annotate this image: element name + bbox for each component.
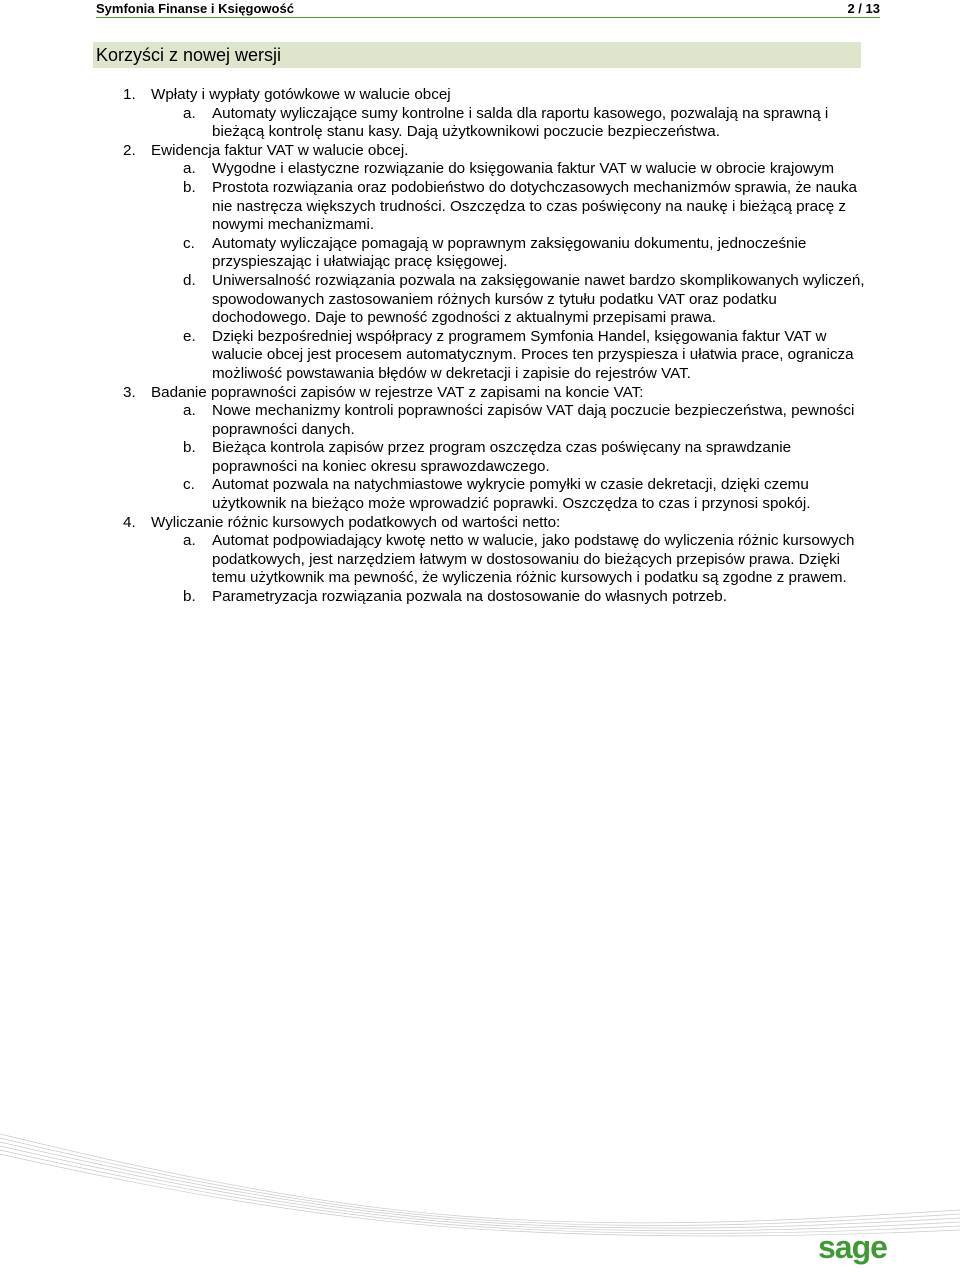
list-item: [96, 514, 866, 533]
sub-item-letter: a.: [183, 532, 196, 550]
sub-item-text: Parametryzacja rozwiązania pozwala na dostosowanie do własnych potrzeb.: [212, 588, 727, 606]
sub-list-item: [96, 439, 866, 476]
sub-list-item: [96, 105, 866, 142]
sub-item-letter: a.: [183, 402, 196, 420]
sub-list-item: [96, 402, 866, 439]
sub-item-text: Bieżąca kontrola zapisów przez program oszczędza czas poświęcany na sprawdzanie poprawności na koniec okresu sprawozdawczego.: [212, 439, 792, 475]
sub-item-letter: a.: [183, 160, 196, 178]
sub-list-item: [96, 235, 866, 272]
list-item: [96, 86, 866, 105]
sub-list-item: [96, 328, 866, 384]
page-header: [96, 0, 880, 18]
sub-item-text: Wygodne i elastyczne rozwiązanie do księgowania faktur VAT w walucie w obrocie krajowym: [212, 160, 834, 178]
sage-logo-icon: [818, 1232, 894, 1268]
sub-item-text: Nowe mechanizmy kontroli poprawności zapisów VAT dają poczucie bezpieczeństwa, pewności poprawności danych.: [212, 402, 855, 438]
sub-list-item: [96, 272, 866, 328]
section-heading-bar: [93, 42, 861, 68]
sub-list-item: [96, 179, 866, 235]
document-title: Symfonia Finanse i Księgowość: [96, 1, 294, 16]
list-item: [96, 142, 866, 161]
sub-item-text: Prostota rozwiązania oraz podobieństwo do dotychczasowych mechanizmów sprawia, że nauka nie nastręcza większych trudności. Oszczędza to czas poświęcony na naukę i bieżącą pracę z nowymi mechanizmami.: [212, 178, 857, 234]
sage-logo: [818, 1232, 894, 1273]
decorative-swoosh: [0, 1130, 960, 1240]
list-item-text: Wpłaty i wypłaty gotówkowe w walucie obcej: [151, 86, 451, 103]
sub-item-letter: b.: [183, 178, 196, 196]
list-item-number: 2.: [123, 141, 136, 159]
sub-item-letter: b.: [183, 439, 196, 457]
sub-item-letter: c.: [183, 234, 195, 252]
list-item: [96, 384, 866, 403]
list-item-text: Wyliczanie różnic kursowych podatkowych od wartości netto:: [151, 513, 561, 531]
sub-item-letter: c.: [183, 476, 195, 494]
sub-item-text: Automaty wyliczające sumy kontrolne i salda dla raportu kasowego, pozwalają na sprawną i bieżącą kontrolę stanu kasy. Dają użytkownikowi poczucie bezpieczeństwa.: [212, 104, 829, 141]
page-number: 2 / 13: [847, 1, 880, 16]
sub-item-letter: d.: [183, 271, 196, 289]
sub-list-item: [96, 160, 866, 179]
sub-item-letter: e.: [183, 327, 196, 345]
sub-item-text: Automaty wyliczające pomagają w poprawnym zaksięgowaniu dokumentu, jednocześnie przyspieszając i ułatwiając pracę księgowej.: [212, 234, 807, 271]
sub-item-text: Dzięki bezpośredniej współpracy z programem Symfonia Handel, księgowania faktur VAT w walucie obcej jest procesem automatycznym. Proces ten przyspiesza i ułatwia prace, ogranicza możliwość powstawania błędów w dekretacji i zapisie do rejestrów VAT.: [212, 327, 854, 382]
benefits-list: [96, 86, 866, 607]
sub-list-item: [96, 588, 866, 607]
list-item-text: Badanie poprawności zapisów w rejestrze VAT z zapisami na koncie VAT:: [151, 383, 644, 401]
sub-item-text: Automat podpowiadający kwotę netto w walucie, jako podstawę do wyliczenia różnic kursowych podatkowych, jest narzędziem łatwym w dostosowaniu do bieżących przepisów prawa. Dzięki temu użytkownik ma pewność, że wyliczenia różnic kursowych i podatku są zgodne z prawem.: [212, 532, 855, 587]
sub-item-letter: a.: [183, 104, 196, 122]
list-item-number: 3.: [123, 383, 136, 401]
section-title: Korzyści z nowej wersji: [96, 45, 282, 65]
sub-list-item: [96, 476, 866, 513]
list-item-text: Ewidencja faktur VAT w walucie obcej.: [151, 141, 409, 159]
list-item-number: 4.: [123, 513, 136, 531]
sub-list-item: [96, 532, 866, 588]
sub-item-letter: b.: [183, 588, 196, 606]
list-item-number: 1.: [123, 86, 136, 103]
sage-logo-text: sage: [818, 1232, 887, 1265]
sub-item-text: Uniwersalność rozwiązania pozwala na zaksięgowanie nawet bardzo skomplikowanych wyliczeń, spowodowanych zastosowaniem różnych kursów z tytułu podatku VAT oraz podatku dochodowego. Daje to pewność zgodności z aktualnymi przepisami prawa.: [212, 271, 865, 327]
sub-item-text: Automat pozwala na natychmiastowe wykrycie pomyłki w czasie dekretacji, dzięki czemu użytkownik na bieżąco może wprowadzić poprawki. Oszczędza to czas i przynosi spokój.: [212, 476, 811, 513]
